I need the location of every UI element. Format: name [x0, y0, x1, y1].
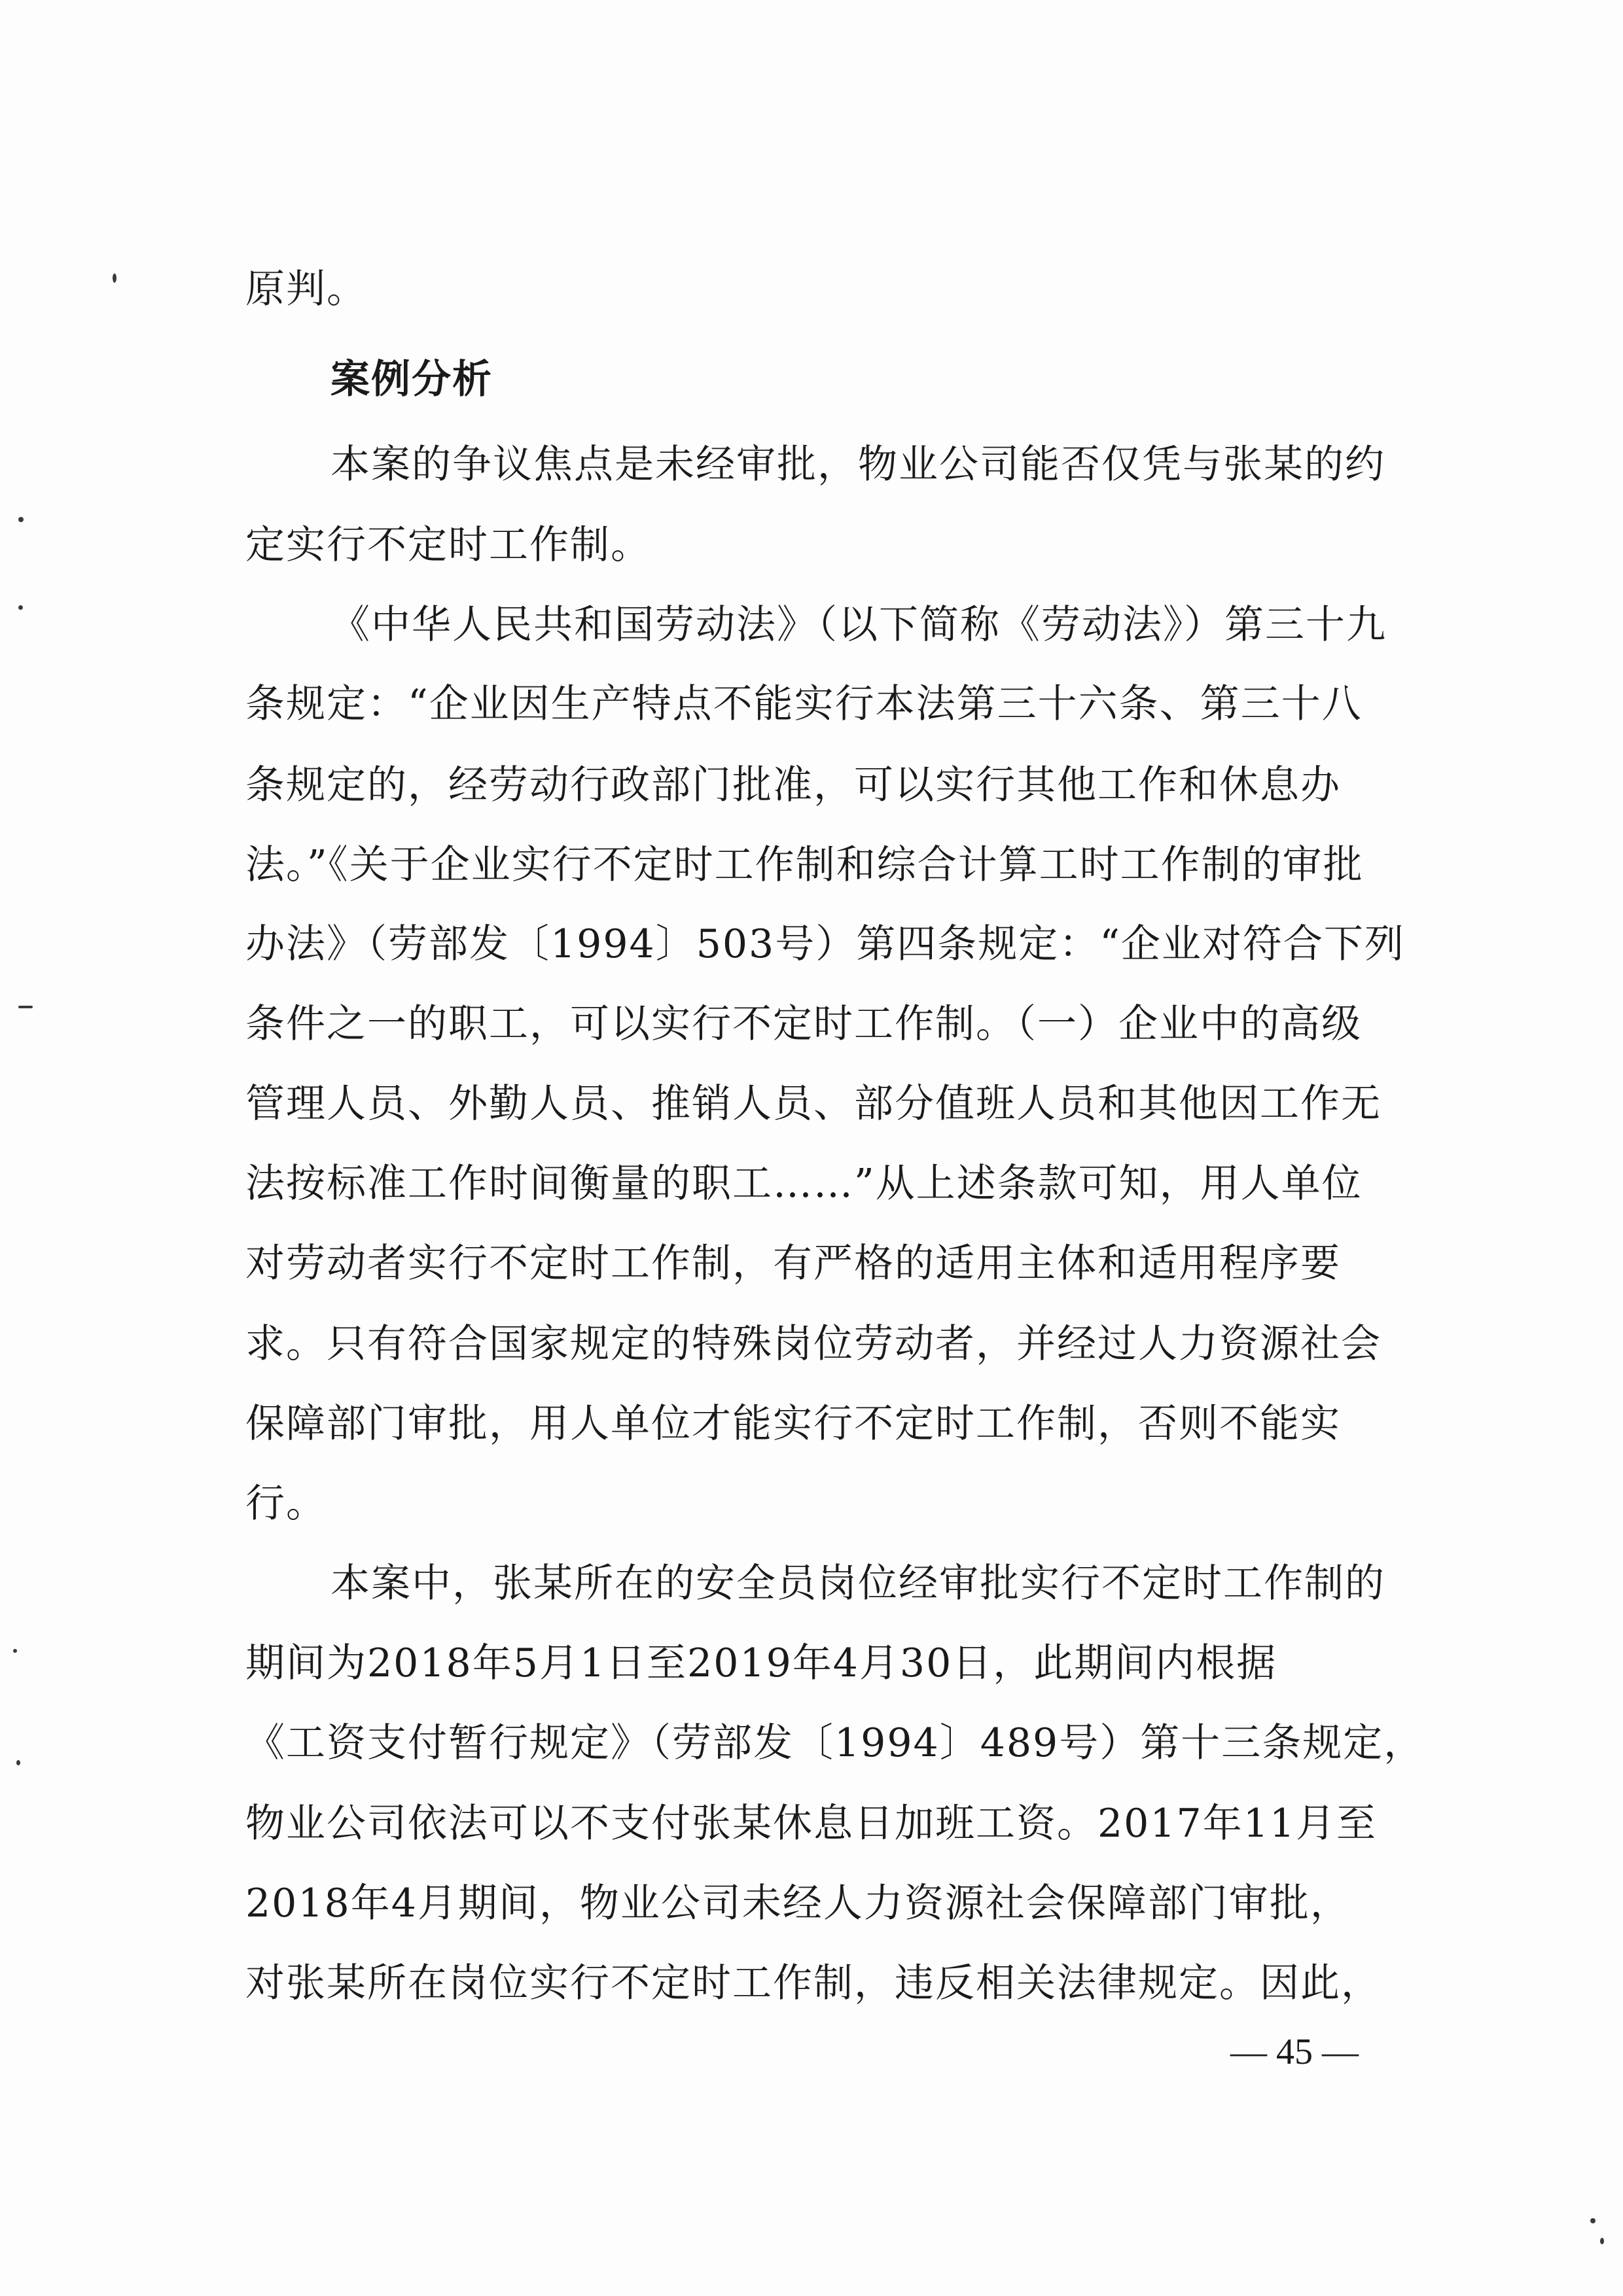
scan-speck — [18, 605, 23, 610]
page-number: — 45 — — [1230, 2032, 1359, 2072]
scan-speck — [16, 1760, 20, 1765]
text-line-12: 法按标准工作时间衡量的职工……”从上述条款可知，用人单位 — [245, 1161, 1363, 1207]
text-line-1: 原判。 — [245, 266, 367, 312]
text-line-20: 物业公司依法可以不支付张某休息日加班工资。2017年11月至 — [245, 1801, 1378, 1846]
text-line-18: 期间为2018年5月1日至2019年4月30日，此期间内根据 — [245, 1640, 1277, 1686]
scan-speck — [18, 1006, 33, 1008]
scan-speck — [1590, 2218, 1596, 2223]
text-line-7: 条规定的，经劳动行政部门批准，可以实行其他工作和休息办 — [245, 762, 1341, 808]
text-line-3: 本案的争议焦点是未经审批，物业公司能否仅凭与张某的约 — [330, 442, 1385, 487]
scan-speck — [13, 1649, 17, 1653]
text-line-13: 对劳动者实行不定时工作制，有严格的适用主体和适用程序要 — [245, 1241, 1341, 1286]
text-line-21: 2018年4月期间，物业公司未经人力资源社会保障部门审批， — [245, 1881, 1351, 1926]
scan-speck — [113, 274, 116, 283]
text-line-10: 条件之一的职工，可以实行不定时工作制。（一）企业中的高级 — [245, 1001, 1362, 1047]
text-line-22: 对张某所在岗位实行不定时工作制，违反相关法律规定。因此， — [245, 1960, 1382, 2006]
text-line-15: 保障部门审批，用人单位才能实行不定时工作制，否则不能实 — [245, 1401, 1341, 1447]
text-line-5: 《中华人民共和国劳动法》（以下简称《劳动法》）第三十九 — [330, 602, 1387, 648]
text-line-9: 办法》（劳部发〔1994〕503号）第四条规定：“企业对符合下列 — [245, 921, 1405, 967]
text-line-19: 《工资支付暂行规定》（劳部发〔1994〕489号）第十三条规定， — [245, 1720, 1425, 1766]
text-line-14: 求。只有符合国家规定的特殊岗位劳动者，并经过人力资源社会 — [245, 1321, 1382, 1367]
scan-speck — [1600, 2238, 1604, 2244]
scan-speck — [18, 517, 24, 522]
text-line-8: 法。”《关于企业实行不定时工作制和综合计算工时工作制的审批 — [245, 842, 1364, 888]
text-line-4: 定实行不定时工作制。 — [245, 522, 651, 568]
text-line-6: 条规定：“企业因生产特点不能实行本法第三十六条、第三十八 — [245, 681, 1363, 727]
section-heading: 案例分析 — [330, 357, 493, 402]
text-line-17: 本案中，张某所在的安全员岗位经审批实行不定时工作制的 — [330, 1561, 1385, 1606]
text-line-16: 行。 — [245, 1481, 327, 1527]
text-line-11: 管理人员、外勤人员、推销人员、部分值班人员和其他因工作无 — [245, 1081, 1382, 1127]
